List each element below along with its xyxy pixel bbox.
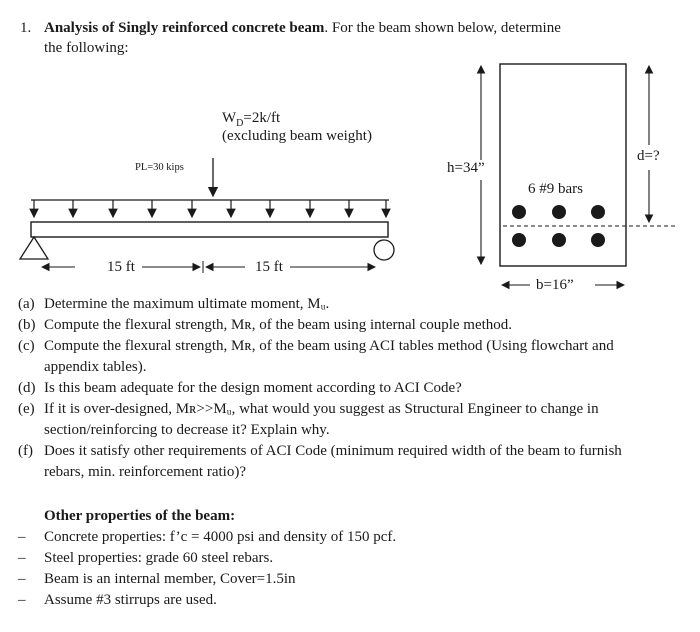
question-marker: (f) <box>18 443 33 459</box>
question-line <box>18 420 688 441</box>
distributed-load-label: $W_D=2k/ft$ <box>222 110 281 129</box>
property-text: Concrete properties: f’c = 4000 psi and density of 150 pcf. <box>44 529 397 545</box>
property-text: Assume #3 stirrups are used. <box>44 592 217 608</box>
question-text: Does it satisfy other requirements of ACI Code (minimum required width of the beam to furnish <box>44 443 622 459</box>
properties-heading: Other properties of the beam: <box>44 508 236 524</box>
property-text: Beam is an internal member, Cover=1.5in <box>44 571 296 587</box>
question-line <box>18 462 688 483</box>
question-marker: (d) <box>18 380 36 396</box>
question-marker: (e) <box>18 401 35 417</box>
roller-support <box>374 240 394 260</box>
bullet-dash: – <box>18 571 26 587</box>
depth-label: d=? <box>637 148 660 164</box>
span-right-label: 15 ft <box>255 259 283 275</box>
question-text: rebars, min. reinforcement ratio)? <box>44 464 246 480</box>
question-list <box>18 294 688 483</box>
question-text: Determine the maximum ultimate moment, Mᵤ. <box>44 296 330 312</box>
question-line <box>18 441 688 462</box>
bullet-dash: – <box>18 529 26 545</box>
question-text: Compute the flexural strength, Mʀ, of the beam using internal couple method. <box>44 317 513 333</box>
question-marker: (a) <box>18 296 35 312</box>
question-marker: (b) <box>18 317 36 333</box>
question-text: If it is over-designed, Mʀ>>Mᵤ, what would you suggest as Structural Engineer to change in <box>44 401 599 417</box>
question-text: section/reinforcing to decrease it? Explain why. <box>44 422 330 438</box>
bullet-dash: – <box>18 550 26 566</box>
question-line <box>18 378 688 399</box>
question-text: Compute the flexural strength, Mʀ, of the beam using ACI tables method (Using flowchart and <box>44 338 614 354</box>
problem-number: 1. <box>20 20 32 36</box>
bullet-dash: – <box>18 592 26 608</box>
question-line <box>18 336 688 357</box>
beam <box>31 222 388 237</box>
bars-label: 6 #9 bars <box>528 181 583 197</box>
question-text: Is this beam adequate for the design moment according to ACI Code? <box>44 380 462 396</box>
height-label: h=34” <box>447 160 485 176</box>
questions-container <box>18 294 688 483</box>
point-load-label: PL=30 kips <box>135 162 184 173</box>
question-line <box>18 357 688 378</box>
property-text: Steel properties: grade 60 steel rebars. <box>44 550 274 566</box>
question-line <box>18 399 688 420</box>
pin-support <box>20 237 48 259</box>
question-marker: (c) <box>18 338 35 354</box>
distributed-load-arrows <box>34 200 386 217</box>
question-line <box>18 315 688 336</box>
width-label: b=16” <box>536 277 574 293</box>
question-text: appendix tables). <box>44 359 147 375</box>
problem-title-bold: Analysis of Singly reinforced concrete beam <box>44 20 325 36</box>
question-line <box>18 294 688 315</box>
problem-title-line2: the following: <box>44 40 129 56</box>
span-left-label: 15 ft <box>107 259 135 275</box>
problem-title-rest: . For the beam shown below, determine <box>324 20 561 36</box>
distributed-load-note: (excluding beam weight) <box>222 128 372 144</box>
